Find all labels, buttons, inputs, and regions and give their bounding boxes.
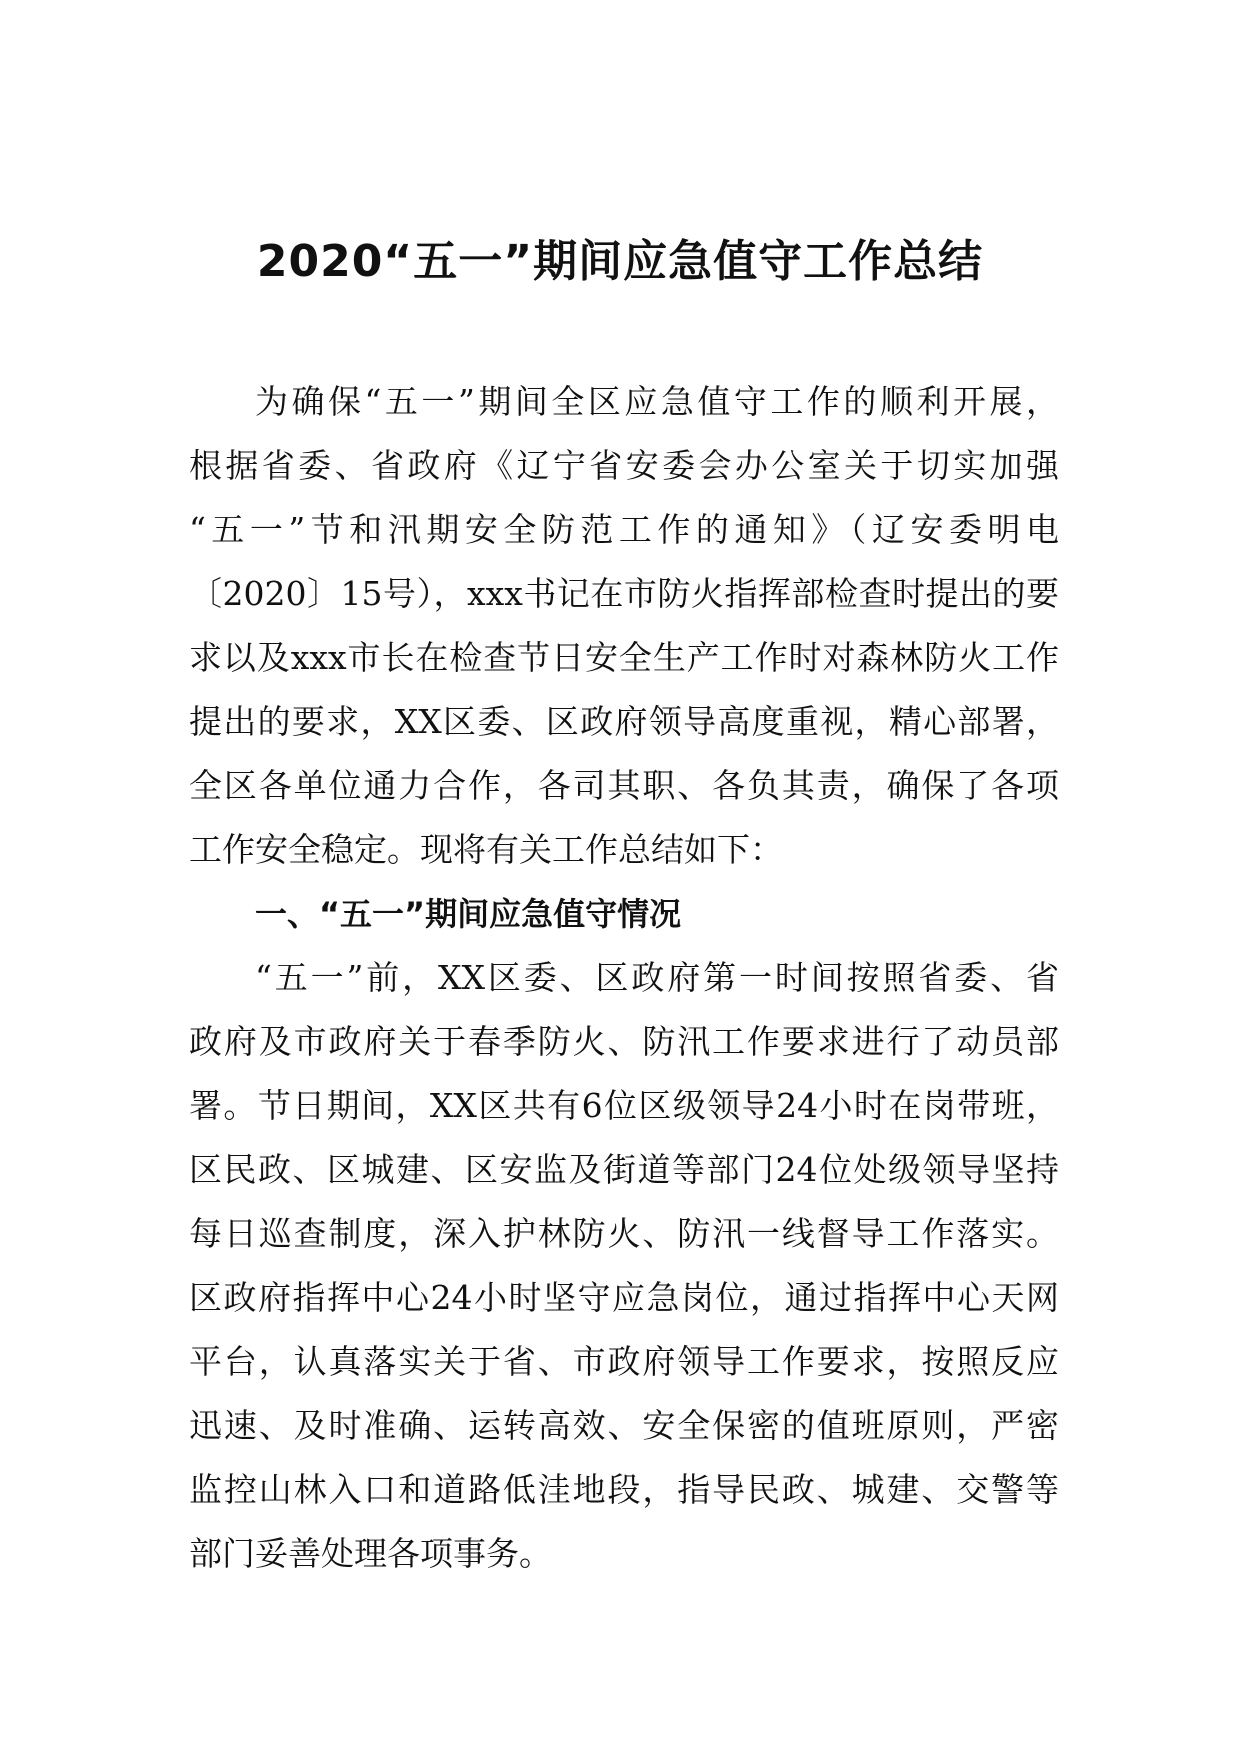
paragraph-line: 部门妥善处理各项事务。 — [189, 1534, 552, 1573]
paragraph-line: 区民政、区城建、区安监及街道等部门24位处级领导坚持 — [189, 1150, 1059, 1189]
paragraph-line: 区政府指挥中心24小时坚守应急岗位，通过指挥中心天网 — [189, 1278, 1059, 1317]
paragraph-line: 全区各单位通力合作，各司其职、各负其责，确保了各项 — [189, 766, 1059, 805]
paragraph-line: 平台，认真落实关于省、市政府领导工作要求，按照反应 — [189, 1342, 1059, 1381]
paragraph-line: 提出的要求，XX区委、区政府领导高度重视，精心部署， — [189, 702, 1059, 741]
paragraph-line: 求以及xxx市长在检查节日安全生产工作时对森林防火工作 — [189, 638, 1059, 677]
paragraph-line: 根据省委、省政府《辽宁省安委会办公室关于切实加强 — [189, 446, 1059, 485]
paragraph-line: “五一”节和汛期安全防范工作的通知》（辽安委明电 — [189, 510, 1059, 549]
paragraph-line: “五一”前，XX区委、区政府第一时间按照省委、省 — [255, 958, 1059, 997]
document-title: 2020“五一”期间应急值守工作总结 — [256, 236, 984, 287]
paragraph-line: 为确保“五一”期间全区应急值守工作的顺利开展， — [255, 382, 1059, 421]
paragraph-line: 〔2020〕15号），xxx书记在市防火指挥部检查时提出的要 — [189, 574, 1059, 613]
paragraph-duty — [189, 946, 1059, 1586]
paragraph-intro — [189, 370, 1059, 882]
section-heading: 一、“五一”期间应急值守情况 — [255, 895, 682, 933]
document-body — [189, 370, 1059, 1586]
paragraph-line: 监控山林入口和道路低洼地段，指导民政、城建、交警等 — [189, 1470, 1059, 1509]
paragraph-line: 工作安全稳定。现将有关工作总结如下： — [189, 830, 783, 869]
paragraph-line: 署。节日期间，XX区共有6位区级领导24小时在岗带班， — [189, 1086, 1059, 1125]
paragraph-line: 政府及市政府关于春季防火、防汛工作要求进行了动员部 — [189, 1022, 1059, 1061]
paragraph-line: 迅速、及时准确、运转高效、安全保密的值班原则，严密 — [189, 1406, 1059, 1445]
paragraph-line: 每日巡查制度，深入护林防火、防汛一线督导工作落实。 — [189, 1214, 1059, 1253]
